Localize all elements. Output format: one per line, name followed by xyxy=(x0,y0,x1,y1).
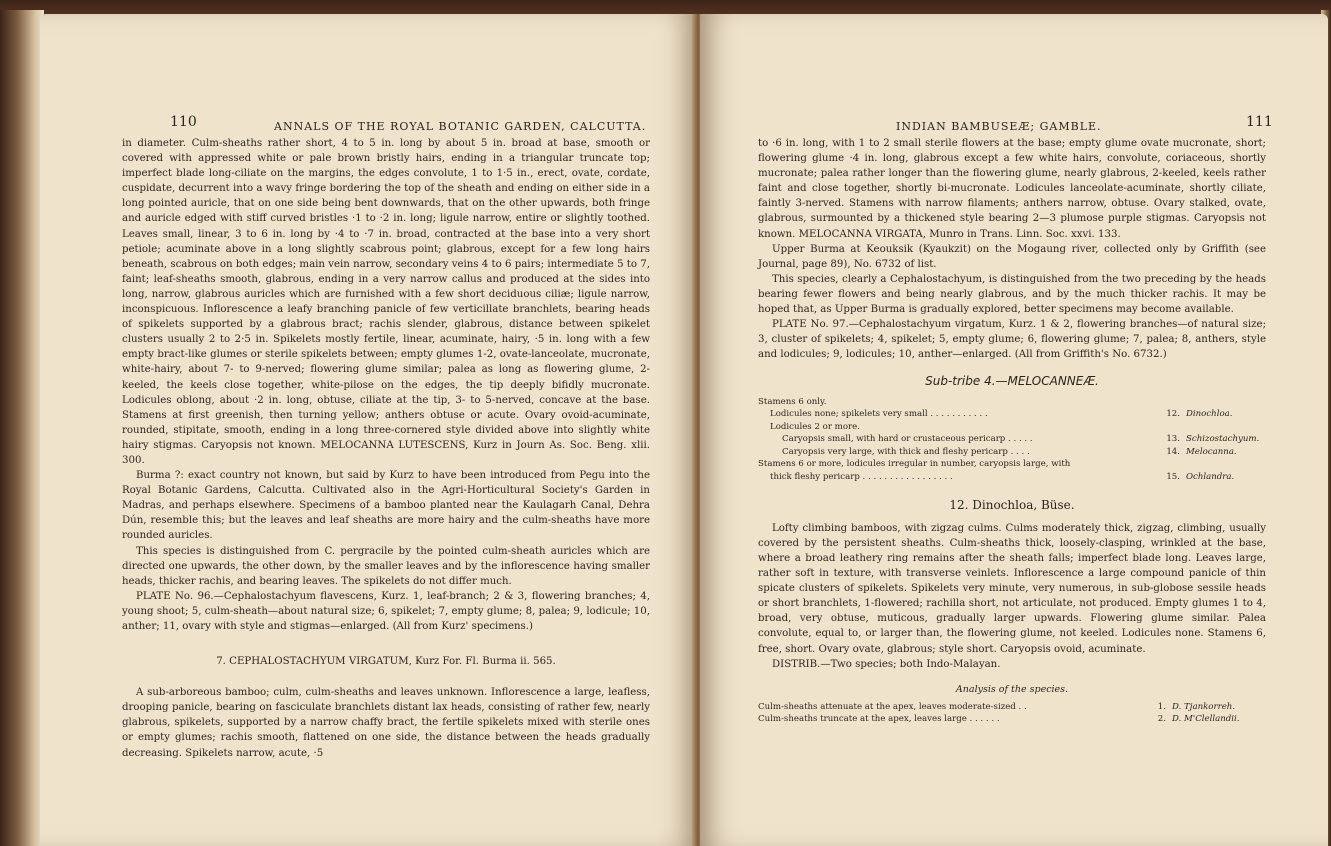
species-heading: 7. CEPHALOSTACHYUM VIRGATUM, Kurz For. Fl. Burma ii. 565. xyxy=(216,656,556,668)
right-page-number: 111 xyxy=(1246,114,1273,130)
key-row: Lodicules 2 or more. xyxy=(770,421,860,432)
analysis-row: Culm-sheaths truncate at the apex, leaves large . . . . . . 2. D. M'Clellandii. xyxy=(758,714,1240,725)
genus-key xyxy=(758,396,1266,484)
paragraph: to ·6 in. long, with 1 to 2 small sterile flowers at the base; empty glume ovate mucronate, short; flowering glume ·4 in. long, glabrous except a few white hairs, convolute, coriaceous, shortly mucronate; palea rather longer than the flowering glume, nearly glabrous, 2-keeled, keels rather faint and close together, shortly bi-mucronate. Lodicules lanceolate-acuminate, shortly ciliate, faintly 3-nerved. Stamens with narrow filaments; anthers narrow, obtuse. Ovary stalked, ovate, glabrous, surmounted by a thickened style bearing 2—3 plumose purple stigmas. Caryopsis not known. MELOCANNA VIRGATA, Munro in Trans. Linn. Soc. xxvi. 133. xyxy=(758,138,1266,240)
left-body xyxy=(122,136,650,761)
key-row: Lodicules none; spikelets very small . . . . . . . . . . . 12. Dinochloa. xyxy=(770,409,1233,420)
paragraph: This species, clearly a Cephalostachyum, is distinguished from the two preceding by the heads bearing fewer flowers and being nearly glabrous, and by the much thicker rachis. It may be hoped that, as Upper Burma is gradually explored, better specimens may become available. xyxy=(758,273,1266,316)
paragraph: This species is distinguished from C. pergracile by the pointed culm-sheath auricles which are directed one upwards, the other down, by the smaller leaves and by the inflorescence having smaller heads, thicker rachis, and bearing leaves. The spikelets do not differ much. xyxy=(122,545,650,587)
key-row: Stamens 6 only. xyxy=(758,396,827,407)
analysis-heading: Analysis of the species. xyxy=(955,683,1069,695)
subtribe-heading: Sub-tribe 4.—MELOCANNEÆ. xyxy=(925,374,1099,389)
paragraph: Upper Burma at Keouksik (Kyaukzit) on the Mogaung river, collected only by Griffith (see Journal, page 89), No. 6732 of list. xyxy=(758,243,1266,270)
right-page xyxy=(700,14,1328,846)
analysis-row: Culm-sheaths attenuate at the apex, leaves moderate-sized . . 1. D. Tjankorreh. xyxy=(758,701,1236,712)
paragraph: Lofty climbing bamboos, with zigzag culms. Culms moderately thick, zigzag, climbing, usually covered by the persistent sheaths. Culm-sheaths thick, loosely-clasping, wrinkled at the base, where a broad leathery ring remains after the sheath falls; imperfect blade long. Leaves large, rather soft in texture, with transverse veinlets. Inflorescence a large compound panicle of thin spicate clusters of spikelets. Spikelets very minute, very numerous, in sub-globose sessile heads or short branchlets, 1-flowered; rachilla short, not articulate, not produced. Empty glumes 1 to 4, broad, very obtuse, muticous, gradually larger upwards. Flowering glume similar. Palea convolute, equal to, or larger than, the flowering glume, not keeled. Lodicules none. Stamens 6, free, short. Ovary ovate, glabrous; style short. Caryopsis ovoid, acuminate. xyxy=(758,522,1266,655)
paragraph: A sub-arboreous bamboo; culm, culm-sheaths and leaves unknown. Inflorescence a large, leafless, drooping panicle, bearing on fasciculate branchlets distant lax heads, consisting of rather few, nearly glabrous, spikelets, supported by a narrow chaffy bract, the fertile spikelets mixed with sterile ones or empty glumes; rachis smooth, flattened on one side, the distance between the heads gradually decreasing. Spikelets narrow, acute, ·5 xyxy=(122,687,650,759)
left-page xyxy=(40,14,696,846)
genus-heading: 12. Dinochloa, Büse. xyxy=(949,497,1075,512)
paragraph: Burma ?: exact country not known, but said by Kurz to have been introduced from Pegu into the Royal Botanic Gardens, Calcutta. Cultivated also in the Agri-Horticultural Society's Garden in Madras, and perhaps elsewhere. Specimens of a bamboo planted near the Kaulagarh Canal, Dehra Dún, resemble this; but the leaves and leaf sheaths are more hairy and the culm-sheaths have more rounded auricles. xyxy=(122,470,650,542)
book-left-edge xyxy=(0,10,44,846)
left-page-number: 110 xyxy=(170,114,197,130)
key-row: Stamens 6 or more, lodicules irregular in number, caryopsis large, with xyxy=(758,459,1071,470)
species-analysis xyxy=(758,701,1266,726)
plate-caption: PLATE No. 96.—Cephalostachyum flavescens, Kurz. 1, leaf-branch; 2 & 3, flowering branches; 4, young shoot; 5, culm-sheath—about natural size; 6, spikelet; 7, empty glume; 8, palea; 9, lodicule; 10, anther; 11, ovary with style and stigmas—enlarged. (All from Kurz' specimens.) xyxy=(122,590,650,632)
plate-caption: PLATE No. 97.—Cephalostachyum virgatum, Kurz. 1 & 2, flowering branches—of natural size; 3, cluster of spikelets; 4, spikelet; 5, empty glume; 6, flowering glume; 7, palea; 8, anthers, style and lodicules; 9, lodicules; 10, anther—enlarged. (All from Griffith's No. 6732.) xyxy=(758,319,1266,361)
key-row: Caryopsis very large, with thick and fleshy pericarp . . . . 14. Melocanna. xyxy=(782,446,1237,457)
left-running-head: ANNALS OF THE ROYAL BOTANIC GARDEN, CALCUTTA. xyxy=(274,120,647,133)
paragraph: in diameter. Culm-sheaths rather short, 4 to 5 in. long by about 5 in. broad at base, smooth or covered with appressed white or pale brown bristly hairs, ending in a triangular truncate top; imperfect blade long-ciliate on the margins, the edges convolute, 1 to 1·5 in., erect, ovate, cordate, cuspidate, decurrent into a wavy fringe bordering the top of the sheath and ending on either side in a long pointed auricle, that on one side being bent downwards, that on the other upwards, both fringe and auricle edged with stiff curved bristles ·1 to ·2 in. long; ligule narrow, entire or slightly toothed. Leaves small, linear, 3 to 6 in. long by ·4 to ·7 in. broad, contracted at the base into a very short petiole; acuminate above in a long slightly scabrous point; glabrous, except for a few long hairs beneath, scabrous on both edges; main vein narrow, secondary veins 4 to 6 pairs; intermediate 5 to 7, faint; leaf-sheaths smooth, glabrous, ending in a very narrow callus and produced at the sides into long, narrow, glabrous auricles which are furnished with a few short deciduous ciliæ; ligule narrow, inconspicuous. Inflorescence a leafy branching panicle of few verticillate branchlets, bearing heads of spikelets supported by a glabrous bract; rachis slender, glabrous, distance between spikelet clusters usually 2 to 2·5 in. Spikelets mostly fertile, linear, acuminate, hairy, ·5 in. long with a few empty bract-like glumes or sterile spikelets between; empty glumes 1-2, ovate-lanceolate, mucronate, white-hairy, about 7- to 9-nerved; flowering glume similar; palea as long as flowering glume, 2-keeled, the keels close together, white-pilose on the edges, the tip deeply bifidly mucronate. Lodicules oblong, about ·2 in. long, obtuse, ciliate at the tip, 3- to 5-nerved, concave at the base. Stamens at first greenish, then turning yellow; anthers obtuse or acute. Ovary ovoid-acuminate, rounded, stipitate, smooth, ending in a long three-cornered style divided above into slightly white hairy stigmas. Caryopsis not known. MELOCANNA LUTESCENS, Kurz in Journ As. Soc. Beng. xlii. 300. xyxy=(122,138,650,466)
key-row: thick fleshy pericarp . . . . . . . . . . . . . . . . . 15. Ochlandra. xyxy=(770,472,1235,483)
right-running-head: INDIAN BAMBUSEÆ; GAMBLE. xyxy=(896,120,1102,133)
key-row: Caryopsis small, with hard or crustaceous pericarp . . . . . 13. Schizostachyum. xyxy=(782,434,1260,445)
right-body xyxy=(758,136,1266,726)
distribution: DISTRIB.—Two species; both Indo-Malayan. xyxy=(772,658,1001,670)
